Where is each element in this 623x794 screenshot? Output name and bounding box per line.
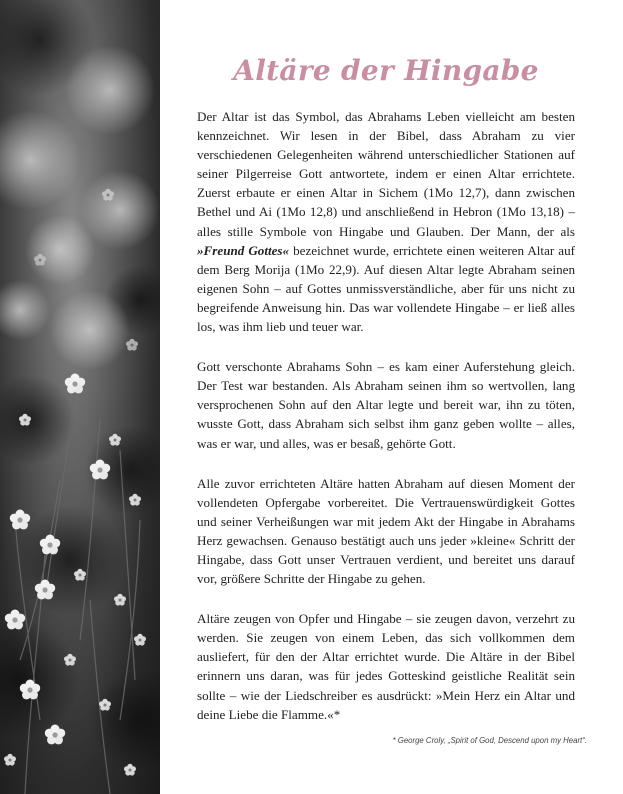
flower-photo-graphic (0, 0, 160, 794)
quote-friend-of-god: »Freund Gottes« (197, 242, 290, 258)
flower-photo (0, 0, 160, 794)
paragraph-2: Gott verschonte Abrahams Sohn – es kam einer Auferstehung gleich. Der Test war bestanden. Als Abraham seinen ihm so wertvollen, lang versprochenen Sohn auf den Altar legte und bereit war, ihn zu töten, wusste Gott, dass Abraham sich selbst ihm ganz geben wollte – alles, was er war, und alles, was er besaß, gehörte Gott. (197, 359, 575, 451)
paragraph-1-end: bezeichnet wurde, errichtete einen weiteren Altar auf dem Berg Morija (1Mo 22,9). Auf diesen Altar legte Abraham seinen eigenen Sohn – auf Gottes unmissverständliche, aber für uns nicht zu begreifende Anweisung hin. Das war vollendete Hingabe – er ließ alles los, was ihm lieb und teuer war. (197, 242, 575, 335)
article (197, 54, 575, 745)
footnote: * George Croly, „Spirit of God, Descend upon my Heart“. (392, 736, 587, 745)
paragraph-1 (197, 107, 575, 336)
paragraph-1-start: Der Altar ist das Symbol, das Abrahams Leben vielleicht am besten kennzeichnet. Wir lesen in der Bibel, dass Abraham zu vier verschiedenen Gelegenheiten während unterschiedlicher Stationen auf seiner Pilgerreise Gott antwortete, indem er einen Altar errichtete. Zuerst erbaute er einen Altar in Sichem (1Mo 12,7), dann zwischen Bethel und Ai (1Mo 12,8) und anschließend in Hebron (1Mo 13,18) – alles stille Symbole von Hingabe und Glauben. Der Mann, der als (197, 109, 575, 239)
page-title: Altäre der Hingabe (233, 54, 539, 87)
paragraph-4: Altäre zeugen von Opfer und Hingabe – sie zeugen davon, verzehrt zu werden. Sie zeugen von einem Leben, das sich vollkommen dem ausliefert, für den der Altar errichtet wurde. Die Altäre in der Bibel erinnern uns daran, was für jedes Gotteskind geistliche Realität sein sollte – wie der Liedschreiber es ausdrückt: »Mein Herz ein Altar und deine Liebe die Flamme.«* (197, 611, 575, 722)
paragraph-3: Alle zuvor errichteten Altäre hatten Abraham auf diesen Moment der vollendeten Opfergabe vorbereitet. Die Vertrauenswürdigkeit Gottes und seiner Verheißungen war mit jedem Akt der Hingabe in Abrahams Herz gewachsen. Genauso bestätigt auch uns jeder »kleine« Schritt der Hingabe, dass Gott unser Vertrauen verdient, und bereitet uns darauf vor, größere Schritte der Hingabe zu gehen. (197, 475, 575, 587)
